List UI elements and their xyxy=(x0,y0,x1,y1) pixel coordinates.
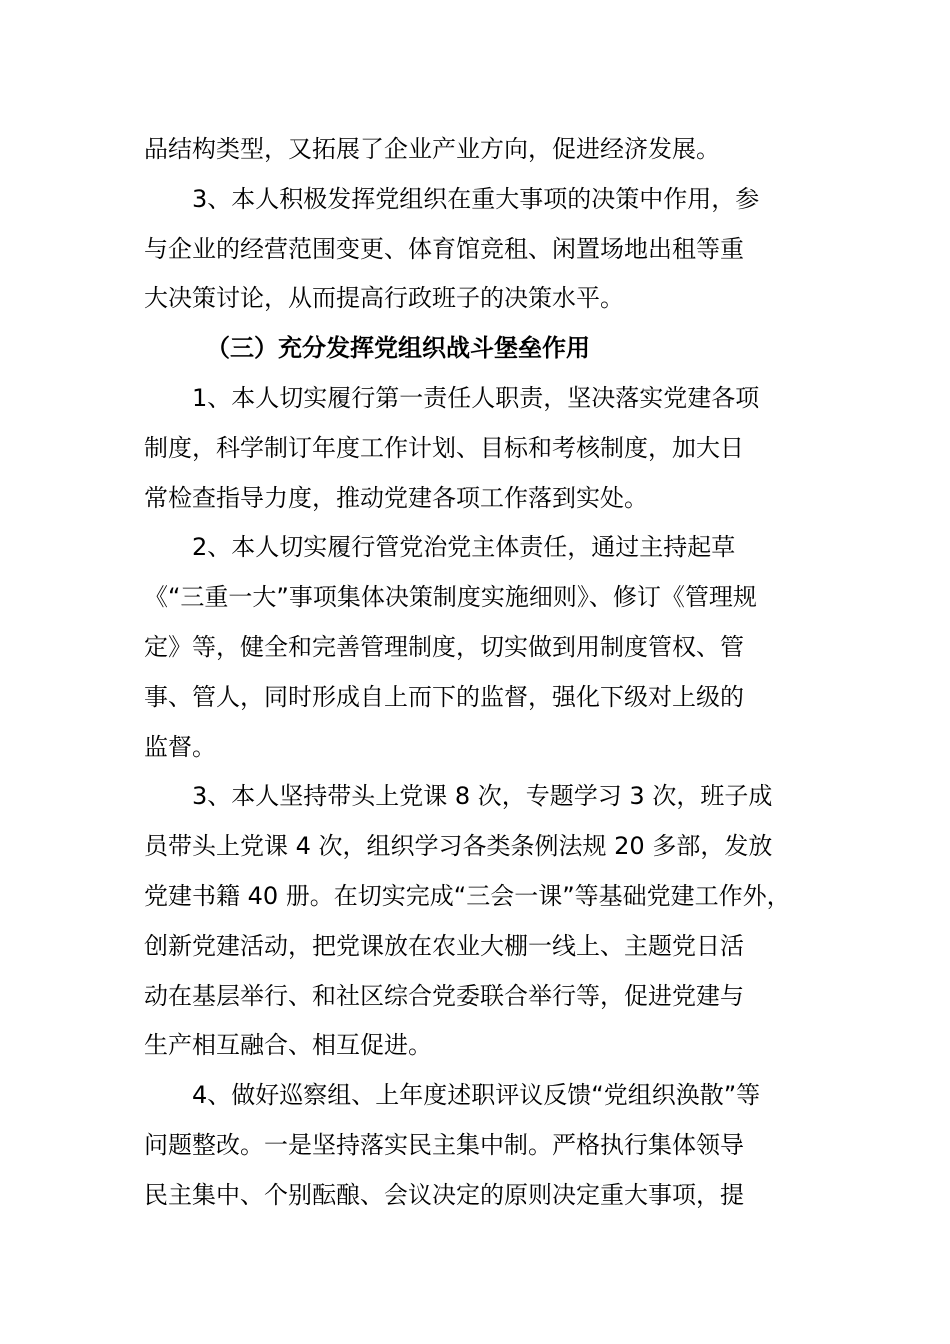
paragraph-line: 常检查指导力度，推动党建各项工作落到实处。 xyxy=(144,483,648,512)
paragraph-line: 员带头上党课 4 次，组织学习各类条例法规 20 多部，发放 xyxy=(144,832,773,861)
paragraph-line: 品结构类型，又拓展了企业产业方向，促进经济发展。 xyxy=(144,135,720,163)
document-body xyxy=(144,125,834,1221)
paragraph-line: 生产相互融合、相互促进。 xyxy=(144,1031,432,1060)
paragraph-line: 监督。 xyxy=(144,732,216,761)
paragraph-line: 1、本人切实履行第一责任人职责，坚决落实党建各项 xyxy=(192,383,760,412)
paragraph-line: 动在基层举行、和社区综合党委联合举行等，促进党建与 xyxy=(144,981,744,1010)
paragraph-line: 民主集中、个别酝酿、会议决定的原则决定重大事项，提 xyxy=(144,1180,744,1209)
paragraph-line: 事、管人，同时形成自上而下的监督，强化下级对上级的 xyxy=(144,682,744,711)
paragraph-line: 与企业的经营范围变更、体育馆竞租、闲置场地出租等重 xyxy=(144,234,744,263)
paragraph-line: 定》等，健全和完善管理制度，切实做到用制度管权、管 xyxy=(144,632,744,661)
paragraph-line: 《“三重一大”事项集体决策制度实施细则》、修订《管理规 xyxy=(144,583,757,612)
section-heading: （三）充分发挥党组织战斗堡垒作用 xyxy=(206,334,590,363)
paragraph-line: 大决策讨论，从而提高行政班子的决策水平。 xyxy=(144,284,624,313)
paragraph-line: 2、本人切实履行管党治党主体责任，通过主持起草 xyxy=(192,533,736,562)
paragraph-line: 党建书籍 40 册。在切实完成“三会一课”等基础党建工作外， xyxy=(144,881,791,910)
paragraph-line: 创新党建活动，把党课放在农业大棚一线上、主题党日活 xyxy=(144,931,744,960)
paragraph-line: 4、做好巡察组、上年度述职评议反馈“党组织涣散”等 xyxy=(192,1081,761,1110)
paragraph-line: 制度，科学制订年度工作计划、目标和考核制度，加大日 xyxy=(144,433,744,462)
paragraph-line: 3、本人积极发挥党组织在重大事项的决策中作用，参 xyxy=(192,184,760,213)
paragraph-line: 3、本人坚持带头上党课 8 次，专题学习 3 次，班子成 xyxy=(192,782,773,811)
paragraph-line: 问题整改。一是坚持落实民主集中制。严格执行集体领导 xyxy=(144,1130,744,1159)
